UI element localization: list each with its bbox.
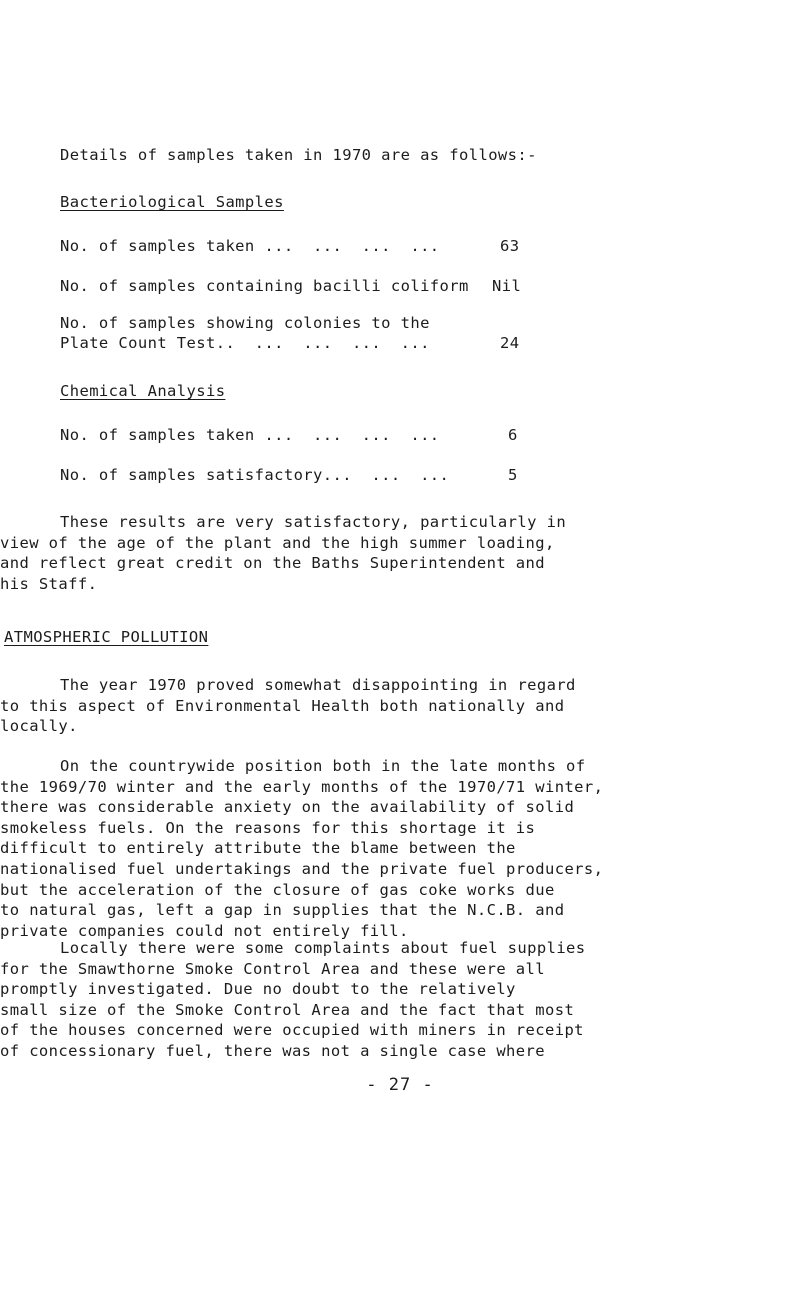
chem-row-satisfactory (60, 465, 530, 485)
row-label: No. of samples taken ... ... ... ... (60, 426, 440, 444)
row-label: No. of samples showing colonies to the (60, 314, 430, 332)
bact-row-coliform (60, 276, 530, 296)
row-value: 24 (500, 334, 520, 352)
paragraph-2: On the countrywide position both in the late months of the 1969/70 winter and the early months of the 1970/71 winter, there was considerable anxiety on the availability of solid smokeless fuels. On the reasons for this shortage it is difficult to entirely attribute the blame between the nationalised fuel undertakings and the private fuel producers, but the acceleration of the closure of gas coke works due to natural gas, left a gap in supplies that the N.C.B. and private companies could not entirely fill. (0, 757, 604, 940)
bact-row-plate-count (60, 333, 530, 353)
results-text: These results are very satisfactory, particularly in view of the age of the plant and the high summer loading, and reflect great credit on the Baths Superintendent and his Staff. (0, 513, 567, 593)
bact-row-samples-taken (60, 236, 530, 256)
bact-row-colonies (60, 313, 530, 333)
intro-line: Details of samples taken in 1970 are as follows:- (60, 146, 537, 164)
row-label: Plate Count Test.. ... ... ... ... (60, 334, 430, 352)
row-label: No. of samples satisfactory... ... ... (60, 466, 450, 484)
section-heading: ATMOSPHERIC POLLUTION (4, 628, 209, 646)
chemical-heading: Chemical Analysis (60, 382, 226, 400)
page-number: - 27 - (366, 1075, 434, 1095)
chem-row-samples-taken (60, 425, 530, 445)
row-value: Nil (492, 277, 522, 295)
row-value: 5 (508, 466, 518, 484)
paragraph-3: Locally there were some complaints about fuel supplies for the Smawthorne Smoke Control Area and these were all promptly investigated. Due no doubt to the relatively small size of the Smoke Control Area and the fact that most of the houses concerned were occupied with miners in receipt of concessionary fuel, there was not a single case where (0, 939, 586, 1060)
row-label: No. of samples taken ... ... ... ... (60, 237, 440, 255)
row-label: No. of samples containing bacilli coliform (60, 277, 469, 295)
results-paragraph (0, 512, 800, 593)
paragraph-1: The year 1970 proved somewhat disappointing in regard to this aspect of Environmental Health both nationally and locally. (0, 676, 576, 736)
bacteriological-heading: Bacteriological Samples (60, 193, 284, 211)
row-value: 6 (508, 426, 518, 444)
row-value: 63 (500, 237, 520, 255)
